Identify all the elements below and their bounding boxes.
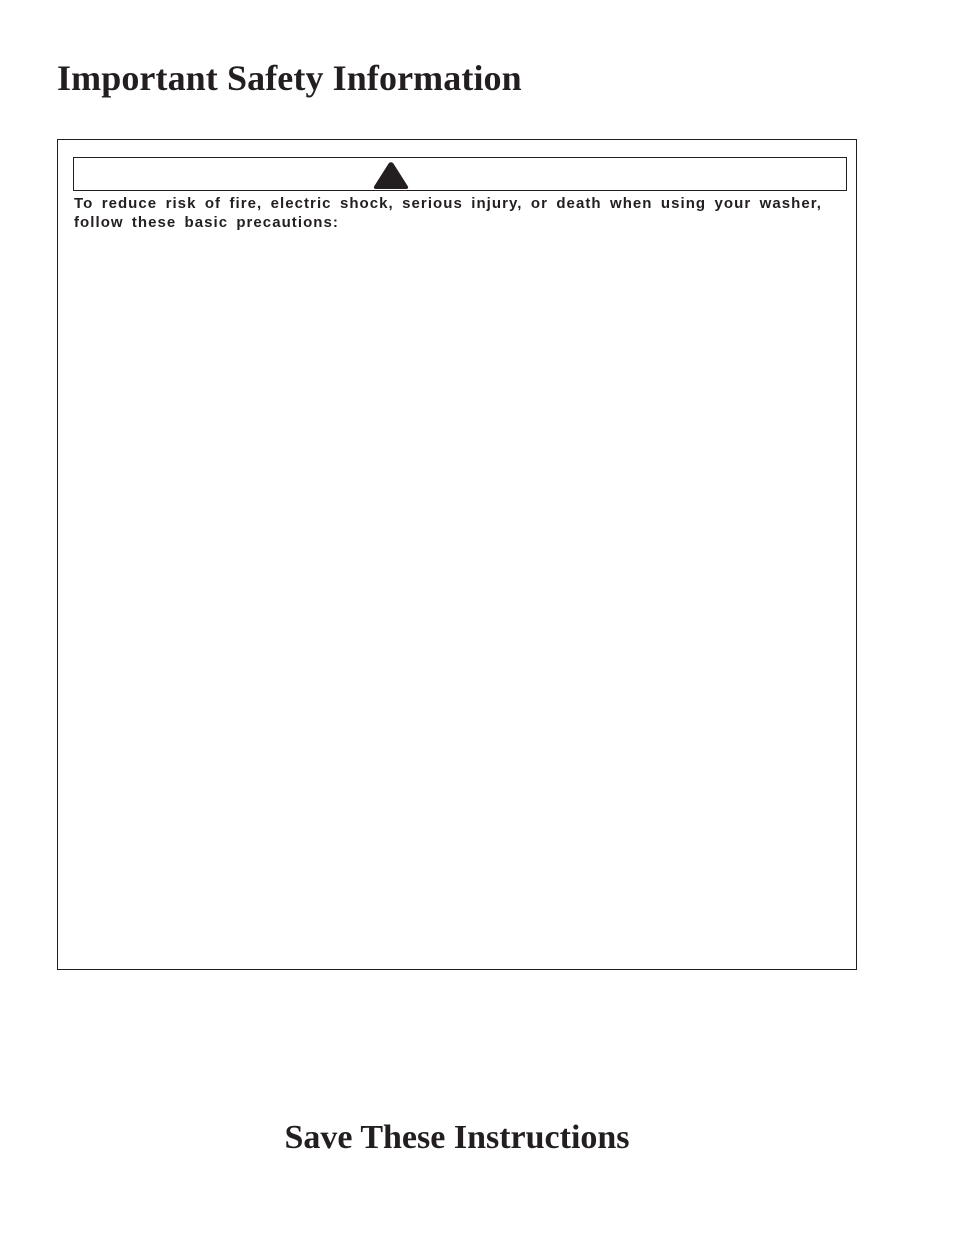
safety-precautions-box (57, 139, 857, 970)
page-title: Important Safety Information (57, 58, 522, 98)
precautions-intro-text: To reduce risk of fire, electric shock, serious injury, or death when using your washer, follow these basic precautions: (74, 195, 822, 231)
warning-header-bar (73, 157, 847, 191)
save-instructions-title: Save These Instructions (284, 1119, 630, 1156)
warning-triangle-icon (372, 160, 410, 190)
